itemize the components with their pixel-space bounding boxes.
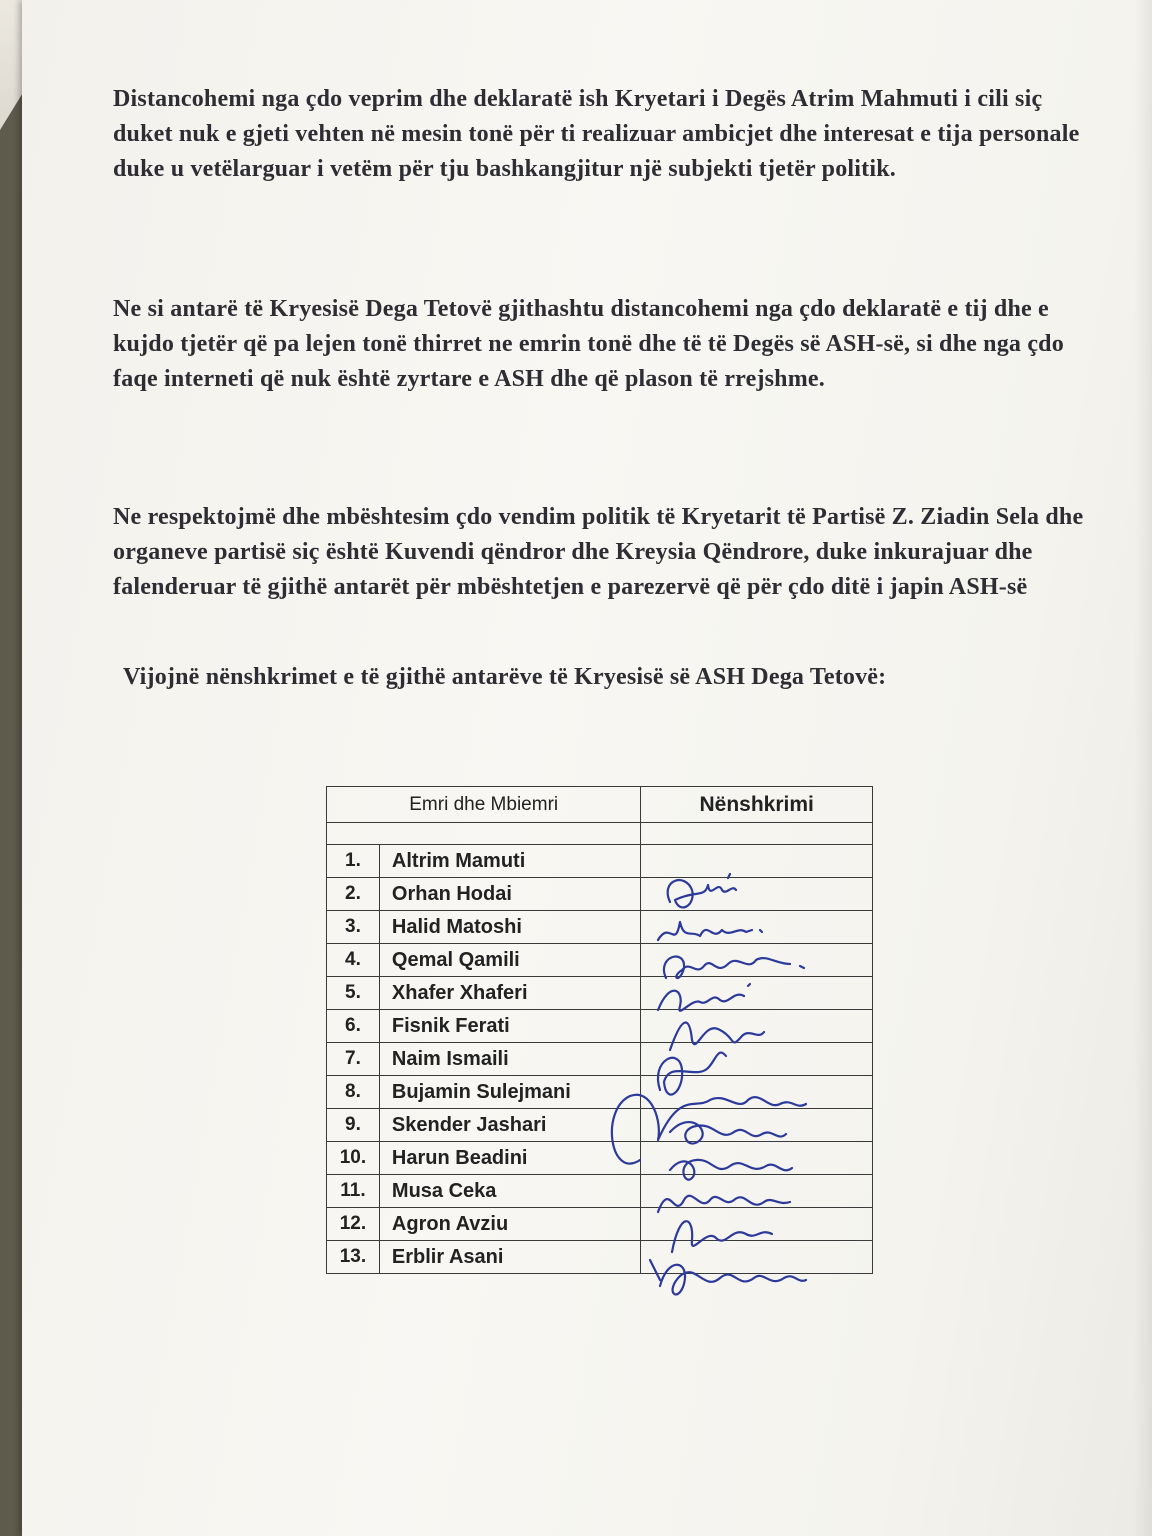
row-number: 1. — [327, 845, 380, 878]
document-page — [22, 0, 1152, 1536]
row-number: 8. — [327, 1076, 380, 1109]
row-number: 7. — [327, 1043, 380, 1076]
member-name: Skender Jashari — [379, 1109, 640, 1142]
member-name: Altrim Mamuti — [379, 845, 640, 878]
table-header-row — [327, 787, 873, 823]
signature-9 — [670, 1122, 786, 1143]
signature-5 — [658, 984, 750, 1011]
signature-13 — [650, 1260, 806, 1294]
row-number: 4. — [327, 944, 380, 977]
row-number: 3. — [327, 911, 380, 944]
signature-4 — [664, 957, 804, 979]
member-name: Musa Ceka — [379, 1175, 640, 1208]
row-number: 11. — [327, 1175, 380, 1208]
member-name: Fisnik Ferati — [379, 1010, 640, 1043]
member-name: Erblir Asani — [379, 1241, 640, 1274]
signature-7 — [658, 1053, 726, 1095]
signature-3 — [658, 922, 762, 940]
member-name: Naim Ismaili — [379, 1043, 640, 1076]
handwritten-signatures — [600, 860, 840, 1330]
signature-10 — [670, 1160, 792, 1180]
member-name: Harun Beadini — [379, 1142, 640, 1175]
row-number: 2. — [327, 878, 380, 911]
paragraph-support: Ne respektojmë dhe mbështesim çdo vendim politik të Kryetarit të Partisë Z. Ziadin Sela dhe organeve partisë siç është Kuvendi qëndror dhe Kreysia Qëndrore, duke inkurajuar dhe falenderuar të gjithë antarët për mbështetjen e parezervë që për çdo ditë i japin ASH-së — [113, 504, 1084, 600]
blank-cell — [641, 823, 873, 845]
signature-8 — [612, 1095, 806, 1164]
member-name: Halid Matoshi — [379, 911, 640, 944]
signature-12 — [672, 1221, 772, 1252]
member-name: Qemal Qamili — [379, 944, 640, 977]
paragraph-distancing: Distancohemi nga çdo veprim dhe deklaratë ish Kryetari i Degës Atrim Mahmuti i cili siç duket nuk e gjeti vehten në mesin tonë për ti realizuar ambicjet dhe interesat e tija personale duke u vetëlarguar i vetëm për tju bashkangjitur një subjekti tjetër politik. — [113, 86, 1080, 182]
member-name: Agron Avziu — [379, 1208, 640, 1241]
header-signature: Nënshkrimi — [641, 787, 873, 823]
paragraph-members-statement: Ne si antarë të Kryesisë Dega Tetovë gjithashtu distancohemi nga çdo deklaratë e tij dhe e kujdo tjetër që pa lejen tonë thirret ne emrin tonë dhe të të Degës së ASH-së, si dhe nga çdo faqe interneti që nuk është zyrtare e ASH dhe që plason të rrejshme. — [113, 296, 1064, 392]
row-number: 13. — [327, 1241, 380, 1274]
row-number: 10. — [327, 1142, 380, 1175]
page-edge-shadow — [1134, 0, 1152, 1536]
signature-6 — [670, 1023, 764, 1051]
member-name: Xhafer Xhaferi — [379, 977, 640, 1010]
signature-11 — [658, 1196, 790, 1212]
signature-2 — [668, 874, 736, 907]
row-number: 5. — [327, 977, 380, 1010]
member-name: Orhan Hodai — [379, 878, 640, 911]
row-number: 9. — [327, 1109, 380, 1142]
header-name: Emri dhe Mbiemri — [327, 787, 641, 823]
table-blank-row — [327, 823, 873, 845]
member-name: Bujamin Sulejmani — [379, 1076, 640, 1109]
row-number: 12. — [327, 1208, 380, 1241]
signatures-intro: Vijojnë nënshkrimet e të gjithë antarëve të Kryesisë së ASH Dega Tetovë: — [123, 664, 887, 690]
blank-cell — [327, 823, 641, 845]
row-number: 6. — [327, 1010, 380, 1043]
